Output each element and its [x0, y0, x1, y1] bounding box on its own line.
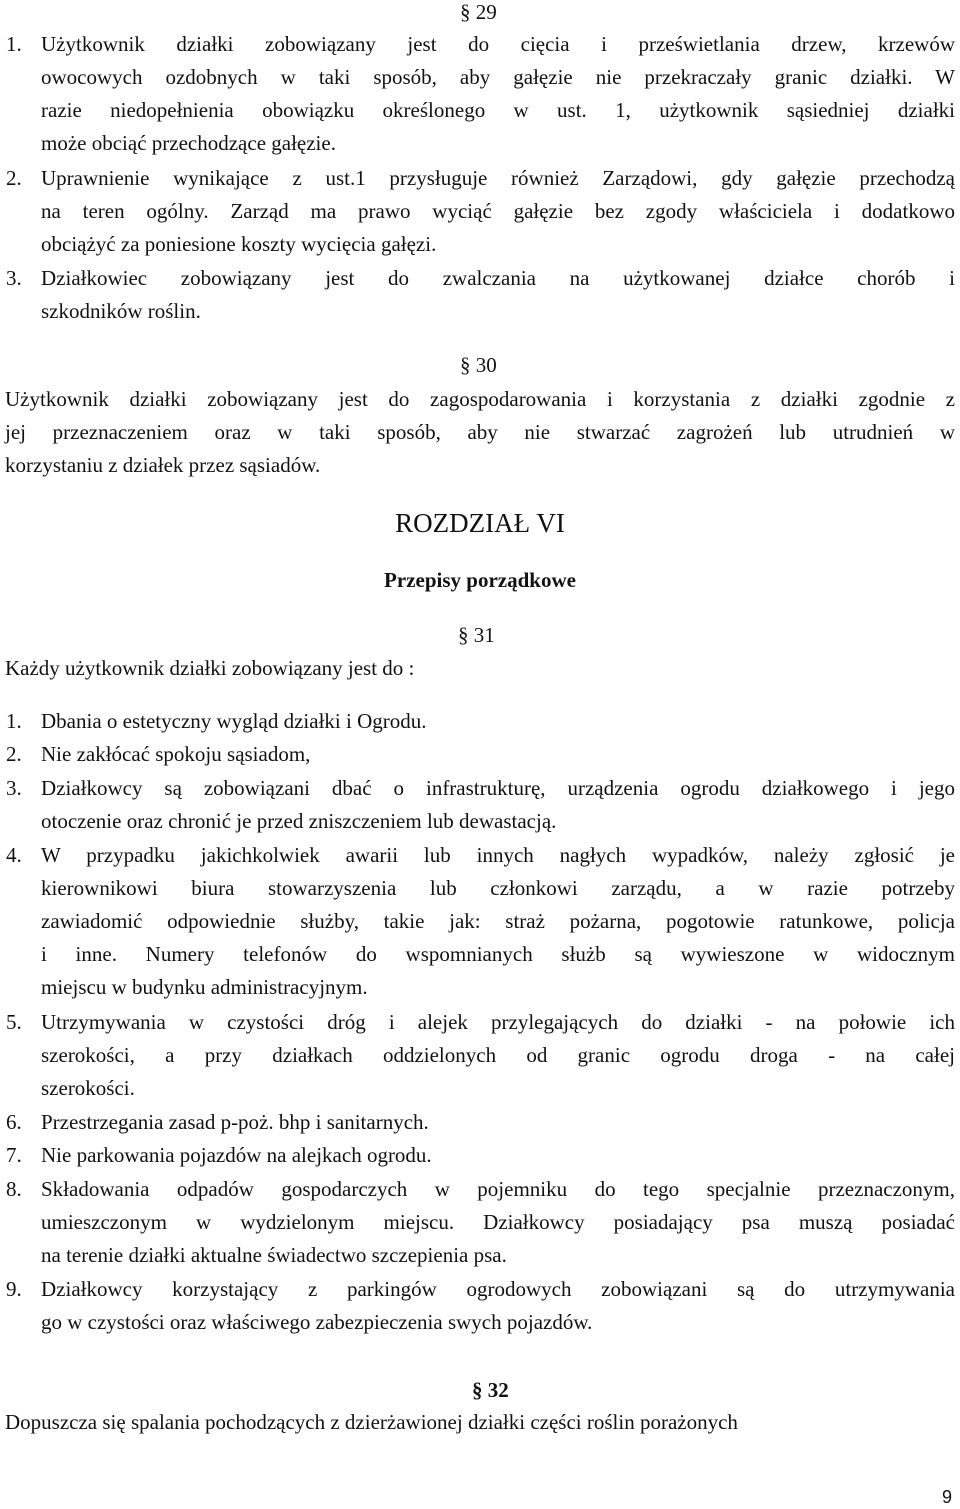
s31-item-7-line-1: Nie parkowania pojazdów na alejkach ogrodu. — [41, 1143, 432, 1167]
s29-item-3-number: 3. — [6, 266, 22, 290]
s31-item-6-number: 6. — [6, 1110, 22, 1134]
s31-item-2-number: 2. — [6, 742, 22, 766]
s31-item-3-line-2: otoczenie oraz chronić je przed zniszczeniem lub dewastacją. — [41, 809, 557, 833]
s29-item-1-line-2: owocowych ozdobnych w taki sposób, aby gałęzie nie przekraczały granic działki. W — [41, 65, 955, 89]
s31-item-4-line-5: miejscu w budynku administracyjnym. — [41, 975, 368, 999]
s29-item-3-line-1: Działkowiec zobowiązany jest do zwalczania na użytkowanej działce chorób i — [41, 266, 955, 290]
s30-line-3: korzystaniu z działek przez sąsiadów. — [5, 453, 321, 477]
s31-item-3-number: 3. — [6, 776, 22, 800]
s31-item-8-line-3: na terenie działki aktualne świadectwo szczepienia psa. — [41, 1243, 507, 1267]
s31-item-1-line-1: Dbania o estetyczny wygląd działki i Ogrodu. — [41, 709, 427, 733]
s31-item-4-number: 4. — [6, 843, 22, 867]
s31-item-7-number: 7. — [6, 1143, 22, 1167]
s29-item-2-number: 2. — [6, 166, 22, 190]
s29-item-1-line-4: może obciąć przechodzące gałęzie. — [41, 131, 336, 155]
section-31-heading: § 31 — [458, 623, 495, 647]
s30-line-2: jej przeznaczeniem oraz w taki sposób, aby nie stwarzać zagrożeń lub utrudnień w — [5, 420, 955, 444]
s29-item-2-line-3: obciążyć za poniesione koszty wycięcia gałęzi. — [41, 232, 437, 256]
s29-item-3-line-2: szkodników roślin. — [41, 299, 201, 323]
page-number: 9 — [942, 1487, 953, 1507]
s29-item-2-line-2: na teren ogólny. Zarząd ma prawo wyciąć gałęzie bez zgody właściciela i dodatkowo — [41, 199, 955, 223]
s29-item-1-number: 1. — [6, 32, 22, 56]
s31-intro: Każdy użytkownik działki zobowiązany jest do : — [5, 656, 415, 680]
s31-item-9-line-2: go w czystości oraz właściwego zabezpieczenia swych pojazdów. — [41, 1310, 593, 1334]
section-32-heading: § 32 — [472, 1378, 509, 1402]
s31-item-8-number: 8. — [6, 1177, 22, 1201]
s29-item-2-line-1: Uprawnienie wynikające z ust.1 przysługuje również Zarządowi, gdy gałęzie przechodzą — [41, 166, 955, 190]
s31-item-4-line-3: zawiadomić odpowiednie służby, takie jak: straż pożarna, pogotowie ratunkowe, policja — [41, 909, 955, 933]
s31-item-9-number: 9. — [6, 1277, 22, 1301]
s31-item-2-line-1: Nie zakłócać spokoju sąsiadom, — [41, 742, 311, 766]
s31-item-4-line-2: kierownikowi biura stowarzyszenia lub członkowi zarządu, a w razie potrzeby — [41, 876, 955, 900]
s30-line-1: Użytkownik działki zobowiązany jest do zagospodarowania i korzystania z działki zgodnie z — [5, 387, 955, 411]
s31-item-3-line-1: Działkowcy są zobowiązani dbać o infrastrukturę, urządzenia ogrodu działkowego i jego — [41, 776, 955, 800]
chapter-title: ROZDZIAŁ VI — [395, 508, 565, 538]
s31-item-9-line-1: Działkowcy korzystający z parkingów ogrodowych zobowiązani są do utrzymywania — [41, 1277, 955, 1301]
section-29-heading: § 29 — [460, 0, 497, 24]
section-30-heading: § 30 — [460, 353, 497, 377]
s31-item-5-line-2: szerokości, a przy działkach oddzielonych od granic ogrodu droga - na całej — [41, 1043, 955, 1067]
s31-item-1-number: 1. — [6, 709, 22, 733]
s31-item-4-line-4: i inne. Numery telefonów do wspomnianych służb są wywieszone w widocznym — [41, 942, 955, 966]
s29-item-1-line-1: Użytkownik działki zobowiązany jest do cięcia i prześwietlania drzew, krzewów — [41, 32, 955, 56]
s31-item-6-line-1: Przestrzegania zasad p-poż. bhp i sanitarnych. — [41, 1110, 429, 1134]
s31-item-8-line-2: umieszczonym w wydzielonym miejscu. Działkowcy posiadający psa muszą posiadać — [41, 1210, 955, 1234]
s31-item-5-line-1: Utrzymywania w czystości dróg i alejek przylegających do działki - na połowie ich — [41, 1010, 955, 1034]
s31-item-5-number: 5. — [6, 1010, 22, 1034]
s31-item-5-line-3: szerokości. — [41, 1076, 135, 1100]
s31-item-8-line-1: Składowania odpadów gospodarczych w pojemniku do tego specjalnie przeznaczonym, — [41, 1177, 955, 1201]
s29-item-1-line-3: razie niedopełnienia obowiązku określonego w ust. 1, użytkownik sąsiedniej działki — [41, 98, 955, 122]
s32-line-1: Dopuszcza się spalania pochodzących z dzierżawionej działki części roślin porażonych — [5, 1410, 738, 1434]
s31-item-4-line-1: W przypadku jakichkolwiek awarii lub innych nagłych wypadków, należy zgłosić je — [41, 843, 955, 867]
chapter-subtitle: Przepisy porządkowe — [384, 568, 576, 592]
